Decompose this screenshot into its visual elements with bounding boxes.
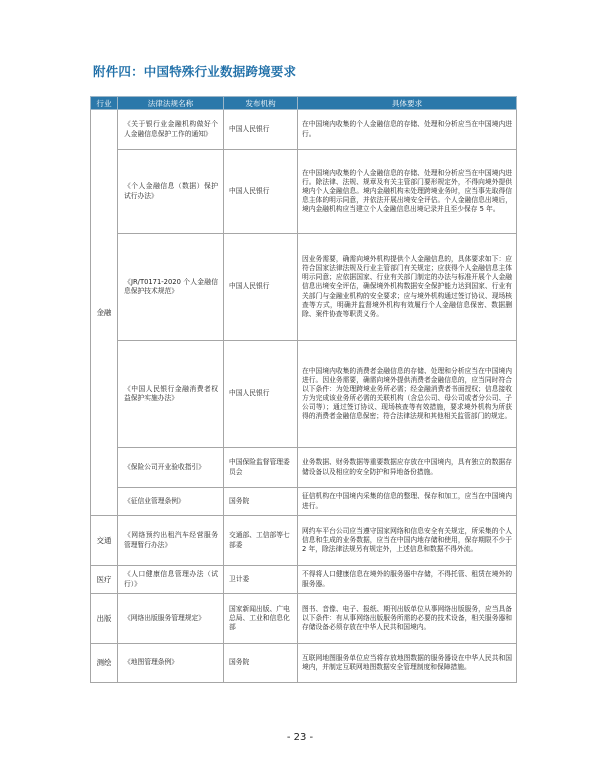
requirement-cell: 互联网地图服务单位应当将存放地图数据的服务器设在中华人民共和国境内，并制定互联网地图数据安全管理制度和保障措施。	[298, 644, 517, 683]
publisher-cell: 国务院	[224, 644, 298, 683]
requirement-cell: 业务数据、财务数据等重要数据应存放在中国境内，具有独立的数据存储设备以及相应的安全防护和异地备份措施。	[298, 448, 517, 488]
industry-cell: 医疗	[91, 566, 118, 594]
law-name-cell: 《关于银行业金融机构做好个人金融信息保护工作的通知》	[118, 110, 224, 150]
law-name-cell: 《网络出版服务管理规定》	[118, 594, 224, 644]
table-header-row	[91, 97, 517, 110]
requirement-cell: 在中国境内收集的消费者金融信息的存储、处理和分析应当在中国境内进行。因业务需要，确需向境外提供消费者金融信息的，应当同时符合以下条件：为处理跨境业务所必需；经金融消费者书面授权；信息接收方为完成该业务所必需的关联机构（含总公司、母公司或者分公司、子公司等）；通过签订协议、现场核查等有效措施，要求境外机构为所获得的消费者金融信息保密；符合法律法规和其他相关监管部门的规定。	[298, 341, 517, 448]
law-name-cell: 《人口健康信息管理办法（试行）》	[118, 566, 224, 594]
table-row	[91, 234, 517, 341]
requirement-cell: 图书、音像、电子、报纸、期刊出版单位从事网络出版服务，应当具备以下条件：有从事网络出版服务所需的必要的技术设备，相关服务器和存储设备必须存放在中华人民共和国境内。	[298, 594, 517, 644]
publisher-cell: 中国人民银行	[224, 234, 298, 341]
requirement-cell: 网约车平台公司应当遵守国家网络和信息安全有关规定，所采集的个人信息和生成的业务数据，应当在中国内地存储和使用，保存期限不少于 2 年，除法律法规另有规定外，上述信息和数据不得外流。	[298, 516, 517, 566]
requirement-cell: 因业务需要，确需向境外机构提供个人金融信息的，具体要求如下：应符合国家法律法规及行业主管部门有关规定；应获得个人金融信息主体明示同意；应依据国家、行业有关部门制定的办法与标准开展个人金融信息出境安全评估，确保境外机构数据安全保护能力达到国家、行业有关部门与金融业机构的安全要求；应与境外机构通过签订协议、现场核查等方式，明确并监督境外机构有效履行个人金融信息保密、数据删除、案件协查等职责义务。	[298, 234, 517, 341]
requirement-cell: 在中国境内收集的个人金融信息的存储、处理和分析应当在中国境内进行。	[298, 110, 517, 150]
publisher-cell: 交通部、工信部等七部委	[224, 516, 298, 566]
header-law-name: 法律法规名称	[118, 97, 224, 110]
law-name-cell: 《中国人民银行金融消费者权益保护实施办法》	[118, 341, 224, 448]
table-row	[91, 644, 517, 683]
industry-cell: 金融	[91, 110, 118, 516]
industry-cell: 测绘	[91, 644, 118, 683]
law-name-cell: 《保险公司开业验收指引》	[118, 448, 224, 488]
requirement-cell: 不得将人口健康信息在境外的服务器中存储，不得托管、租赁在境外的服务器。	[298, 566, 517, 594]
industry-cell: 交通	[91, 516, 118, 566]
page-number: - 23 -	[286, 732, 314, 743]
law-name-cell: 《征信业管理条例》	[118, 488, 224, 516]
table-row	[91, 516, 517, 566]
table-row	[91, 110, 517, 150]
table-row	[91, 594, 517, 644]
publisher-cell: 卫计委	[224, 566, 298, 594]
table-row	[91, 341, 517, 448]
law-name-cell: 《个人金融信息（数据）保护试行办法》	[118, 150, 224, 234]
law-name-cell: 《JR/T0171-2020 个人金融信息保护技术规范》	[118, 234, 224, 341]
table-row	[91, 448, 517, 488]
publisher-cell: 中国人民银行	[224, 110, 298, 150]
publisher-cell: 中国人民银行	[224, 341, 298, 448]
law-name-cell: 《地图管理条例》	[118, 644, 224, 683]
publisher-cell: 中国人民银行	[224, 150, 298, 234]
publisher-cell: 国务院	[224, 488, 298, 516]
law-name-cell: 《网络预约出租汽车经营服务管理暂行办法》	[118, 516, 224, 566]
publisher-cell: 中国保险监督管理委员会	[224, 448, 298, 488]
table-row	[91, 566, 517, 594]
industry-requirements-table	[90, 96, 517, 683]
publisher-cell: 国家新闻出版、广电总局、工业和信息化部	[224, 594, 298, 644]
table-row	[91, 488, 517, 516]
requirement-cell: 征信机构在中国境内采集的信息的整理、保存和加工，应当在中国境内进行。	[298, 488, 517, 516]
header-industry: 行业	[91, 97, 118, 110]
page-title: 附件四：中国特殊行业数据跨境要求	[93, 64, 297, 79]
header-requirements: 具体要求	[298, 97, 517, 110]
industry-cell: 出版	[91, 594, 118, 644]
table-row	[91, 150, 517, 234]
header-publisher: 发布机构	[224, 97, 298, 110]
requirement-cell: 在中国境内收集的个人金融信息的存储、处理和分析应当在中国境内进行。除法律、法规、规章及有关主管部门要形规定外，不得向境外提供境内个人金融信息。境内金融机构未处理跨境业务时，应当事先取得信息主体的明示同意，并依法开展出境安全评估。个人金融信息出境后，境内金融机构应当建立个人金融信息出境记录并且至少保存 5 年。	[298, 150, 517, 234]
